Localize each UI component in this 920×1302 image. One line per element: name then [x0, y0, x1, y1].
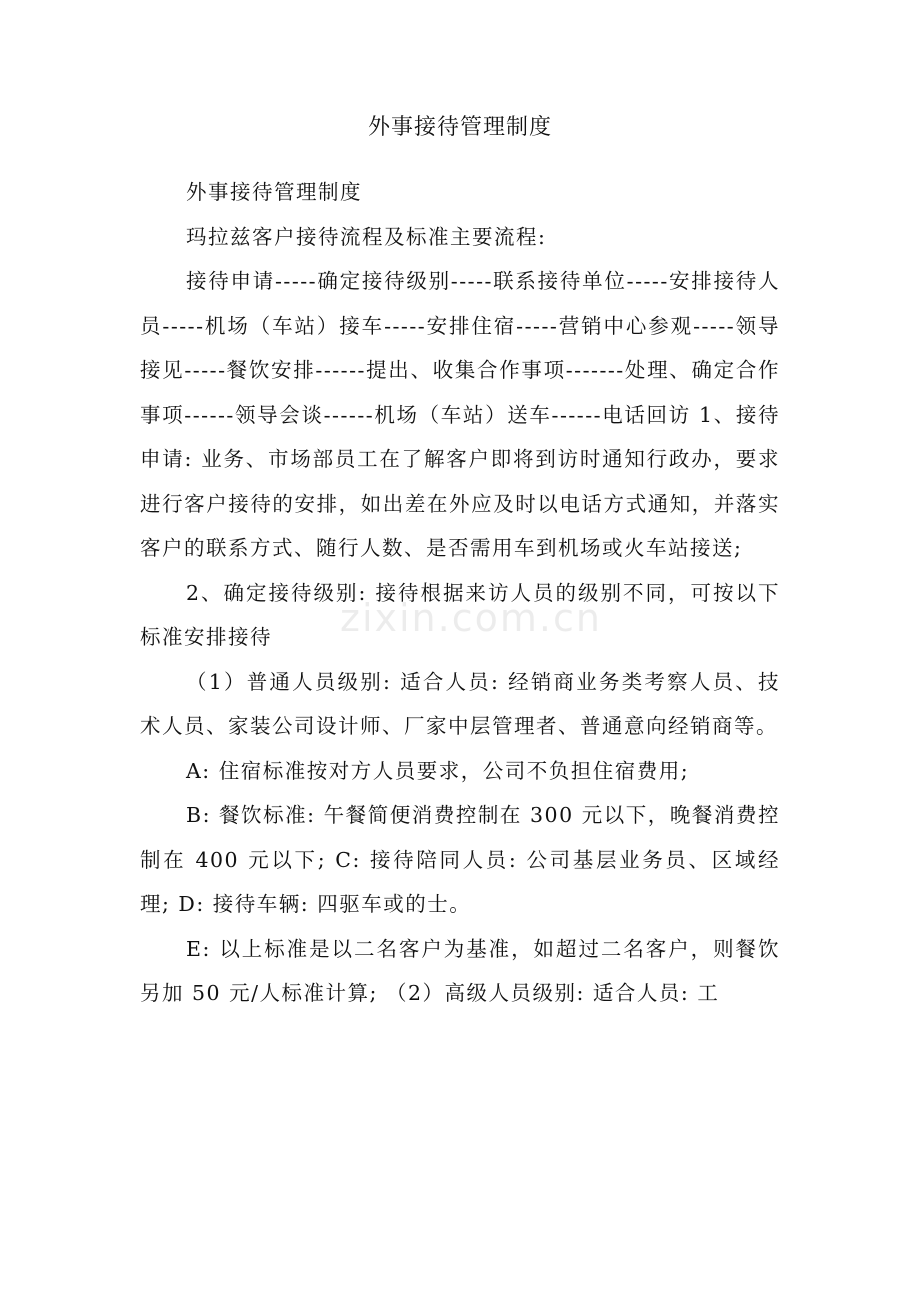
paragraph-process-flow: 接待申请-----确定接待级别-----联系接待单位-----安排接待人员-----机场（车站）接车-----安排住宿-----营销中心参观-----领导接见-----餐饮安排------提出、收集合作事项-------处理、确定合作事项------领导会谈------机场（车站）送车------电话回访 1、接待申请: 业务、市场部员工在了解客户即将到访时通知行政办，要求进行客户接待的安排，如出差在外应及时以电话方式通知，并落实客户的联系方式、随行人数、是否需用车到机场或火车站接送;: [140, 269, 780, 560]
paragraph-reception-level: 2、确定接待级别: 接待根据来访人员的级别不同，可按以下标准安排接待: [140, 580, 780, 649]
paragraph-standard-b: B: 餐饮标准: 午餐简便消费控制在 300 元以下，晚餐消费控制在 400 元以下; C: 接待陪同人员: 公司基层业务员、区域经理; D: 接待车辆: 四驱车或的士。: [140, 803, 780, 916]
document-body: [140, 170, 780, 1016]
paragraph-standard-a: A: 住宿标准按对方人员要求，公司不负担住宿费用;: [186, 758, 690, 783]
paragraph-standard-e: E: 以上标准是以二名客户为基准，如超过二名客户，则餐饮另加 50 元/人标准计算; （2）高级人员级别: 适合人员: 工: [140, 936, 780, 1005]
paragraph-intro: 玛拉兹客户接待流程及标准主要流程:: [186, 224, 547, 249]
document-title: 外事接待管理制度: [367, 115, 552, 140]
watermark: zixin.com.cn: [340, 596, 602, 640]
paragraph-ordinary-level: （1）普通人员级别: 适合人员: 经销商业务类考察人员、技术人员、家装公司设计师、厂家中层管理者、普通意向经销商等。: [140, 669, 780, 738]
paragraph-heading: 外事接待管理制度: [186, 180, 362, 204]
